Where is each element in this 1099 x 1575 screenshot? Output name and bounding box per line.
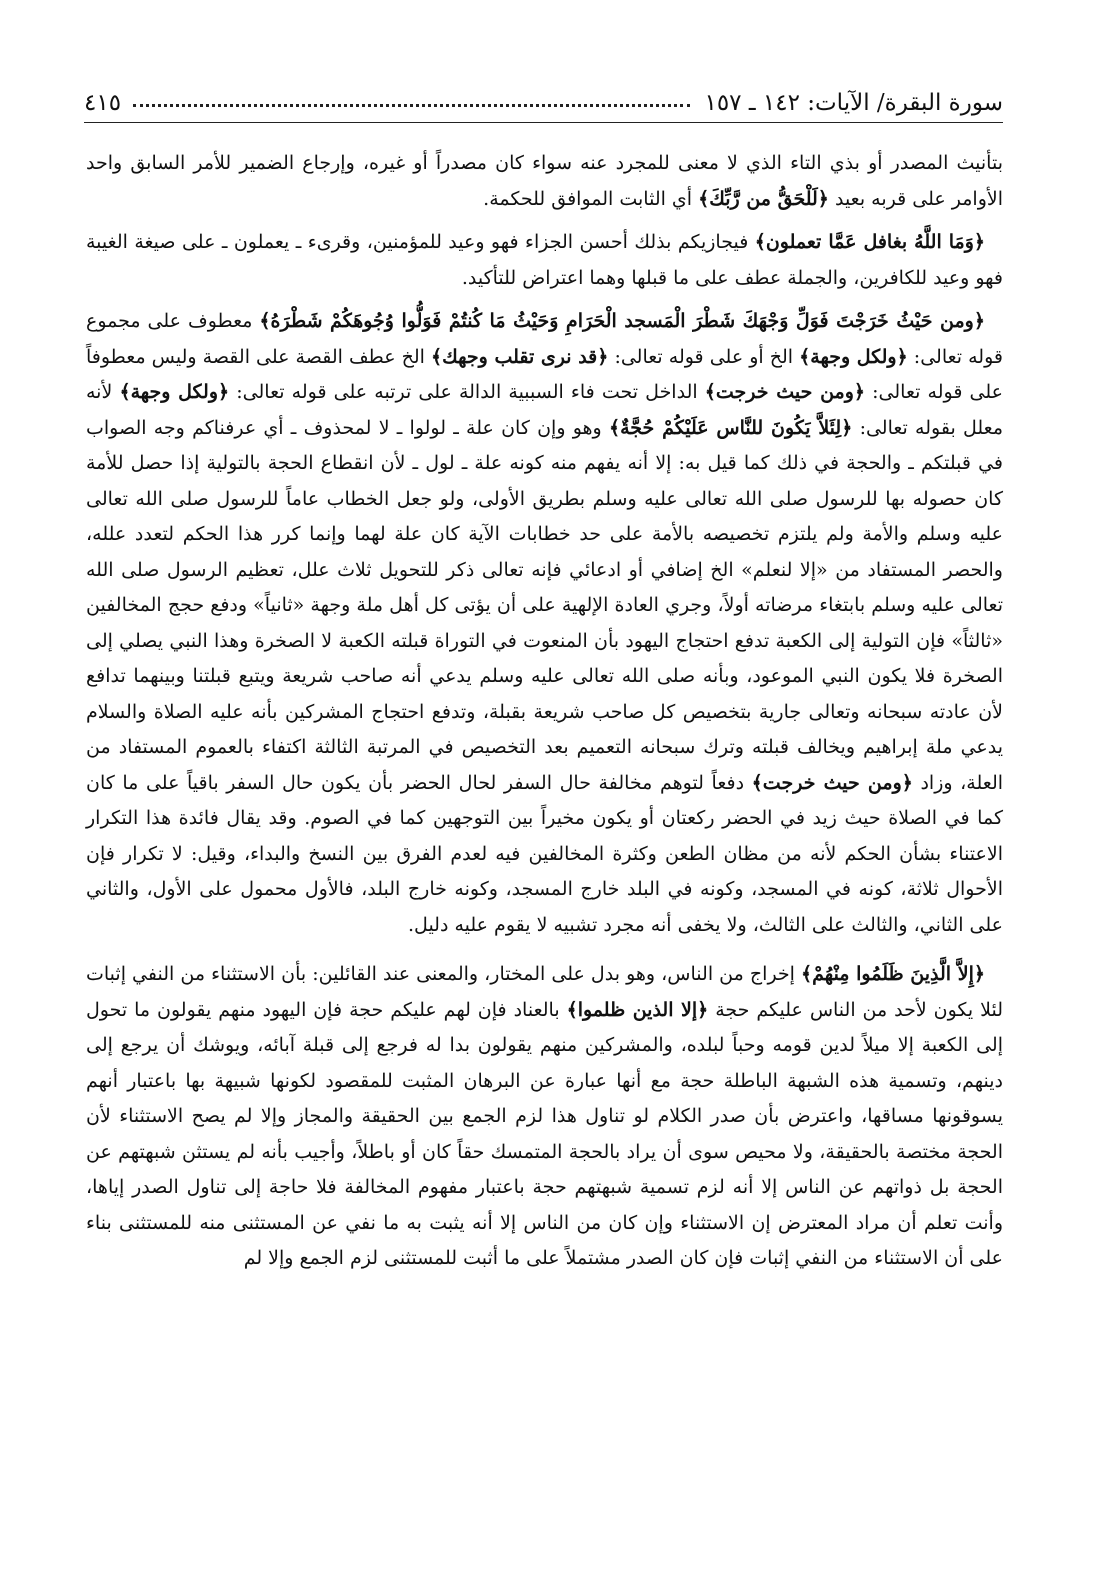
page-number: ٤١٥ [84, 90, 122, 116]
quran-quote: ﴿قد نرى تقلب وجهك﴾ [431, 345, 609, 368]
paragraph: بتأنيث المصدر أو بذي التاء الذي لا معنى للمجرد عنه سواء كان مصدراً أو غيره، وإرجاع الضمير للأمر السابق واحد الأوامر على قربه بعيد ﴿لَلْحَقُّ من رَّبِّكَ﴾ أي الثابت الموافق للحكمة. [86, 152, 1003, 210]
quran-quote: ﴿ولكل وجهة﴾ [799, 345, 908, 368]
paragraph: ﴿وَمَا اللَّهُ بغافل عَمَّا تعملون﴾ فيجازيكم بذلك أحسن الجزاء فهو وعيد للمؤمنين، وقرىء ـ يعملون ـ على صيغة الغيبة فهو وعيد للكافرين، والجملة عطف على ما قبلها وهما اعتراض للتأكيد. [86, 231, 1003, 289]
leader-dots [133, 104, 690, 107]
running-title: سورة البقرة/ الآيات: ١٤٢ ـ ١٥٧ [704, 90, 1003, 116]
quran-quote: ﴿إلا الذين ظلموا﴾ [566, 998, 709, 1021]
quran-quote: ﴿ومن حَيْثُ خَرَجْتَ فَوَلِّ وَجْهَكَ شَطْرَ الْمَسجد الْحَرَامِ وَحَيْثُ مَا كُنتُمْ فَوَلُّوا وُجُوهَكُمْ شَطْرَهُ﴾ [259, 310, 985, 332]
quran-quote: ﴿لَلْحَقُّ من رَّبِّكَ﴾ [698, 187, 829, 210]
body-text [86, 146, 1003, 1285]
header-rule [84, 122, 1003, 123]
quran-quote: ﴿ومن حيث خرجت﴾ [704, 381, 866, 403]
paragraph: ﴿إِلاَّ الَّذِينَ ظَلَمُوا مِنْهُمْ﴾ إخراج من الناس، وهو بدل على المختار، والمعنى عند القائلين: بأن الاستثناء من النفي إثبات لئلا يكون لأحد من الناس عليكم حجة ﴿إلا الذين ظلموا﴾ بالعناد فإن لهم عليكم حجة فإن اليهود منهم يقولون ما تحول إلى الكعبة إلا ميلاً لدين قومه وحباً لبلده، والمشركين منهم يقولون بدا له فرجع إلى قبلة آبائه، ويوشك أن يرجع إلى دينهم، وتسمية هذه الشبهة الباطلة حجة مع أنها عبارة عن البرهان المثبت للمقصود لكونها شبيهة بها باعتبار أنهم يسوقونها مساقها، واعترض بأن صدر الكلام لو تناول هذا لزم الجمع بين الحقيقة والمجاز وإلا لم يصح الاستثناء لأن الحجة مختصة بالحقيقة، ولا محيص سوى أن يراد بالحجة المتمسك حقاً كان أو باطلاً، وأجيب بأنه لم يستثن شبهتهم عن الحجة بل ذواتهم عن الناس إلا أنه لزم تسمية شبهتهم حجة باعتبار مفهوم المخالفة فلا حاجة إلى تناول الصدر إياها، وأنت تعلم أن مراد المعترض إن الاستثناء وإن كان من الناس إلا أنه يثبت به ما نفي عن المستثنى منه للمستثنى بناء على أن الاستثناء من النفي إثبات فإن كان الصدر مشتملاً على ما أثبت للمستثنى لزم الجمع وإلا لم [86, 963, 1004, 1269]
quran-quote: ﴿إِلاَّ الَّذِينَ ظَلَمُوا مِنْهُمْ﴾ [801, 963, 985, 985]
quran-quote: ﴿لِئَلاَّ يَكُونَ للنَّاس عَلَيْكُمْ حُجَّةٌ﴾ [608, 416, 853, 439]
paragraph: ﴿ومن حَيْثُ خَرَجْتَ فَوَلِّ وَجْهَكَ شَطْرَ الْمَسجد الْحَرَامِ وَحَيْثُ مَا كُنتُمْ فَوَلُّوا وُجُوهَكُمْ شَطْرَهُ﴾ معطوف على مجموع قوله تعالى: ﴿ولكل وجهة﴾ الخ أو على قوله تعالى: ﴿قد نرى تقلب وجهك﴾ الخ عطف القصة على القصة وليس معطوفاً على قوله تعالى: ﴿ومن حيث خرجت﴾ الداخل تحت فاء السببية الدالة على ترتبه على قوله تعالى: ﴿ولكل وجهة﴾ لأنه معلل بقوله تعالى: ﴿لِئَلاَّ يَكُونَ للنَّاس عَلَيْكُمْ حُجَّةٌ﴾ وهو وإن كان علة ـ لولوا ـ لا لمحذوف ـ أي عرفناكم وجه الصواب في قبلتكم ـ والحجة في ذلك كما قيل به: إلا أنه يفهم منه كونه علة ـ لول ـ لأن انقطاع الحجة بالتولية إذا حصل للأمة كان حصوله بها للرسول صلى الله تعالى عليه وسلم بطريق الأولى، ولو جعل الخطاب عاماً للرسول صلى الله تعالى عليه وسلم والأمة ولم يلتزم تخصيصه بالأمة على حد خطابات الآية كان علة لهما وإنما كرر هذا الحكم لتعدد علله، والحصر المستفاد من «إلا لنعلم» الخ إضافي أو ادعائي فإنه تعالى ذكر للتحويل ثلاث علل، تعظيم الرسول صلى الله تعالى عليه وسلم بابتغاء مرضاته أولاً، وجري العادة الإلهية على أن يؤتى كل أهل ملة وجهة «ثانياً» ودفع حجج المخالفين «ثالثاً» فإن التولية إلى الكعبة تدفع احتجاج اليهود بأن المنعوت في التوراة قبلته الكعبة لا الصخرة وهذا النبي يصلي إلى الصخرة فلا يكون النبي الموعود، وبأنه صلى الله تعالى عليه وسلم يدعي أنه صاحب شريعة ويتبع قبلتنا وبينهما تدافع لأن عادته سبحانه وتعالى جارية بتخصيص كل صاحب شريعة بقبلة، وتدفع احتجاج المشركين بأنه عليه الصلاة والسلام يدعي ملة إبراهيم ويخالف قبلته وترك سبحانه التعميم بعد التخصيص في المرتبة الثالثة اكتفاء بالعموم المستفاد من العلة، وزاد ﴿ومن حيث خرجت﴾ دفعاً لتوهم مخالفة حال السفر لحال الحضر بأن يكون حال السفر باقياً على ما كان كما في الصلاة حيث زيد في الحضر ركعتان أو يكون مخيراً بين التوجهين كما في الصوم. وقد يقال فائدة هذا التكرار الاعتناء بشأن الحكم لأنه من مظان الطعن وكثرة المخالفين فيه لعدم الفرق بين النسخ والبداء، وقيل: لا تكرار فإن الأحوال ثلاثة، كونه في المسجد، وكونه في البلد خارج المسجد، وكونه خارج البلد، فالأول محمول على الأول، والثاني على الثاني، والثالث على الثالث، ولا يخفى أنه مجرد تشبيه لا يقوم عليه دليل. [86, 310, 1004, 936]
quran-quote: ﴿ولكل وجهة﴾ [119, 381, 230, 403]
running-header [84, 72, 1003, 116]
quran-quote: ﴿ومن حيث خرجت﴾ [751, 771, 913, 794]
quran-quote: ﴿وَمَا اللَّهُ بغافل عَمَّا تعملون﴾ [754, 231, 986, 253]
